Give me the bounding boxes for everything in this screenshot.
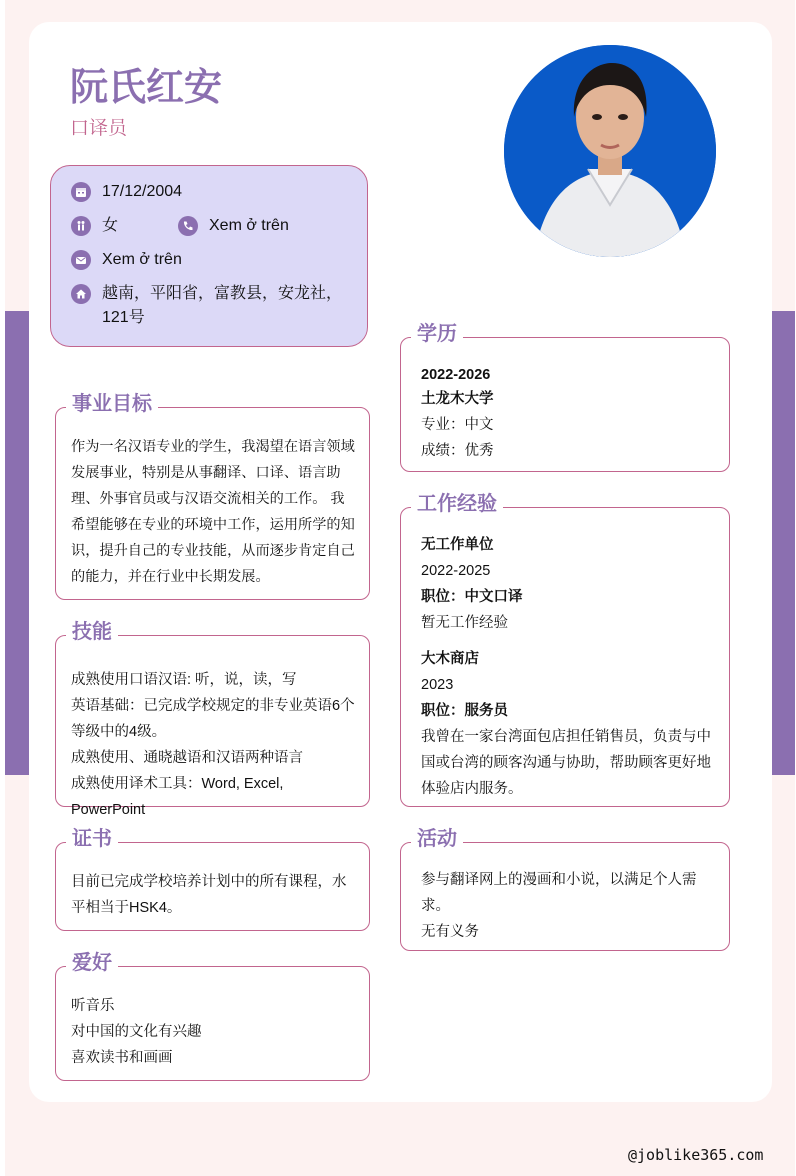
address-value: 越南，平阳省，富教县，安龙社，121号	[102, 285, 343, 326]
job-description: 暂无工作经验	[421, 615, 508, 631]
profile-photo	[504, 45, 716, 257]
job-period: 2022-2025	[421, 563, 491, 579]
activities-section	[400, 828, 730, 951]
hobbies-list	[71, 993, 357, 1071]
activity-item: 参与翻译网上的漫画和小说，以满足个人需求。	[421, 872, 697, 914]
hobbies-section	[55, 952, 370, 1081]
education-section	[400, 323, 730, 472]
experience-item	[421, 532, 717, 636]
left-accent-band	[5, 311, 29, 775]
hobby-item: 喜欢读书和画画	[71, 1050, 173, 1066]
skill-item: 成熟使用、通晓越语和汉语两种语言	[71, 750, 303, 766]
job-description: 我曾在一家台湾面包店担任销售员，负责与中国或台湾的顾客沟通与协助，帮助顾客更好地体验店内服务。	[421, 729, 711, 797]
address-row	[71, 282, 351, 330]
job-position: 职位：服务员	[421, 703, 508, 719]
company-name: 大木商店	[421, 651, 479, 667]
hobby-item: 对中国的文化有兴趣	[71, 1024, 202, 1040]
career-goal-section	[55, 393, 370, 600]
career-goal-text: 作为一名汉语专业的学生，我渴望在语言领域发展事业，特别是从事翻译、口译、语言助理、外事官员或与汉语交流相关的工作。 我希望能够在专业的环境中工作，运用所学的知识，提升自己的专业技能，从而逐步肯定自己的能力，并在行业中长期发展。	[71, 439, 355, 585]
career-goal-heading: 事业目标	[66, 390, 158, 418]
company-name: 无工作单位	[421, 537, 494, 553]
education-grade: 成绩：优秀	[421, 443, 494, 459]
school-name: 土龙木大学	[421, 391, 494, 407]
skill-item: 成熟使用译术工具：Word, Excel, PowerPoint	[71, 776, 284, 818]
education-details	[421, 362, 717, 464]
job-period: 2023	[421, 677, 454, 693]
experience-section	[400, 493, 730, 807]
hobby-item: 听音乐	[71, 998, 115, 1014]
education-heading: 学历	[411, 320, 463, 348]
certificates-heading: 证书	[66, 825, 118, 853]
phone-row	[178, 214, 289, 238]
hobbies-heading: 爱好	[66, 949, 118, 977]
experience-item	[421, 646, 717, 802]
phone-value: Xem ở trên	[209, 217, 289, 234]
job-position: 职位：中文口译	[421, 589, 523, 605]
activities-list	[421, 867, 717, 945]
phone-icon	[178, 216, 198, 236]
email-value: Xem ở trên	[102, 251, 182, 268]
job-title: 口译员	[70, 118, 128, 139]
skills-list	[71, 667, 357, 823]
skill-item: 成熟使用口语汉语: 听，说，读，写	[71, 672, 297, 688]
skill-item: 英语基础：已完成学校规定的非专业英语6个等级中的4级。	[71, 698, 355, 740]
education-period: 2022-2026	[421, 367, 491, 383]
activities-heading: 活动	[411, 825, 463, 853]
candidate-name: 阮氏红安	[70, 65, 223, 109]
skills-heading: 技能	[66, 618, 118, 646]
right-accent-band	[771, 311, 795, 775]
portrait-image	[504, 45, 716, 257]
education-major: 专业：中文	[421, 417, 494, 433]
experience-list	[421, 532, 717, 802]
email-row	[71, 248, 182, 272]
experience-heading: 工作经验	[411, 490, 503, 518]
gender-value: 女	[102, 217, 119, 234]
certificates-text: 目前已完成学校培养计划中的所有课程，水平相当于HSK4。	[71, 874, 347, 916]
activity-item: 无有义务	[421, 924, 479, 940]
certificates-section	[55, 828, 370, 931]
envelope-icon	[71, 250, 91, 270]
watermark: @joblike365.com	[628, 1146, 764, 1164]
gender-row	[71, 214, 118, 238]
gender-icon	[71, 216, 91, 236]
birthdate-value: 17/12/2004	[102, 183, 183, 200]
skills-section	[55, 621, 370, 818]
birthdate-row	[71, 180, 182, 204]
home-icon	[71, 284, 91, 304]
calendar-icon	[71, 182, 91, 202]
